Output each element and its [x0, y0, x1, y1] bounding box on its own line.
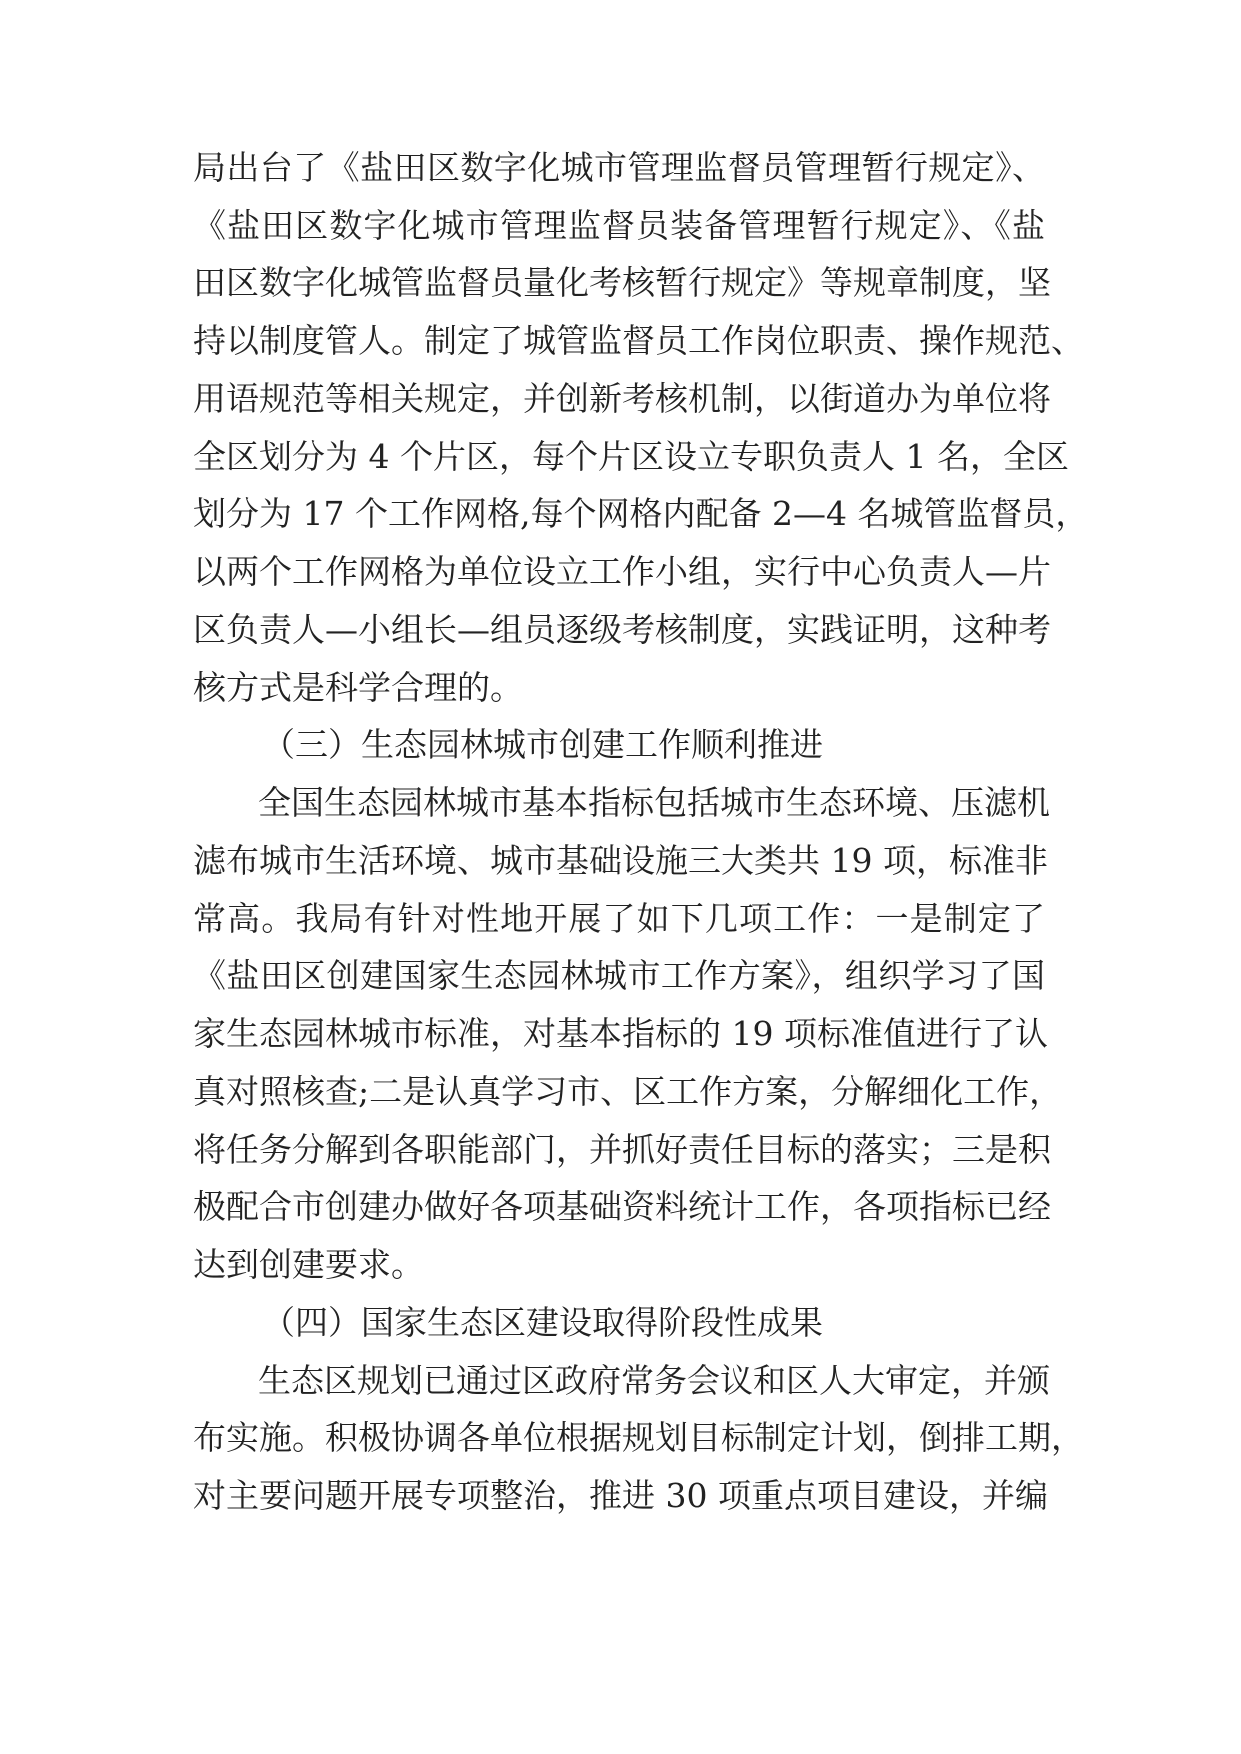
body-text-line: 以两个工作网格为单位设立工作小组，实行中心负责人—片 [193, 552, 1051, 591]
body-text-line: 将任务分解到各职能部门，并抓好责任目标的落实；三是积 [193, 1130, 1051, 1169]
paragraph-first-line: 生态区规划已通过区政府常务会议和区人大审定，并颁 [258, 1361, 1050, 1400]
body-text-line: 家生态园林城市标准，对基本指标的 19 项标准值进行了认 [193, 1014, 1048, 1053]
body-text-line: 极配合市创建办做好各项基础资料统计工作，各项指标已经 [193, 1187, 1051, 1226]
body-text-line: 布实施。积极协调各单位根据规划目标制定计划，倒排工期， [193, 1418, 1084, 1457]
section-heading-4: （四）国家生态区建设取得阶段性成果 [262, 1303, 823, 1342]
body-text-line: 用语规范等相关规定，并创新考核机制，以街道办为单位将 [193, 379, 1051, 418]
body-text-line: 区负责人—小组长—组员逐级考核制度，实践证明，这种考 [193, 610, 1051, 649]
body-text-line: 《盐田区数字化城市管理监督员装备管理暂行规定》、《盐 [193, 206, 1045, 245]
body-text-line: 核方式是科学合理的。 [193, 668, 523, 707]
body-text-line: 对主要问题开展专项整治，推进 30 项重点项目建设，并编 [193, 1476, 1048, 1515]
body-text-line: 常高。我局有针对性地开展了如下几项工作：一是制定了 [193, 899, 1045, 938]
body-text-line: 真对照核查;二是认真学习市、区工作方案，分解细化工作， [193, 1072, 1063, 1111]
body-text-line: 《盐田区创建国家生态园林城市工作方案》，组织学习了国 [193, 956, 1045, 995]
body-text-line: 达到创建要求。 [193, 1245, 424, 1284]
body-text-line: 滤布城市生活环境、城市基础设施三大类共 19 项，标准非 [193, 841, 1048, 880]
body-text-line: 全区划分为 4 个片区，每个片区设立专职负责人 1 名，全区 [193, 437, 1069, 476]
paragraph-first-line: 全国生态园林城市基本指标包括城市生态环境、压滤机 [258, 783, 1050, 822]
body-text-line: 局出台了《盐田区数字化城市管理监督员管理暂行规定》、 [193, 148, 1045, 187]
body-text-line: 持以制度管人。制定了城管监督员工作岗位职责、操作规范、 [193, 321, 1084, 360]
body-text-line: 田区数字化城管监督员量化考核暂行规定》等规章制度，坚 [193, 263, 1051, 302]
body-text-line: 划分为 17 个工作网格,每个网格内配备 2—4 名城管监督员， [193, 494, 1089, 533]
section-heading-3: （三）生态园林城市创建工作顺利推进 [262, 725, 823, 764]
